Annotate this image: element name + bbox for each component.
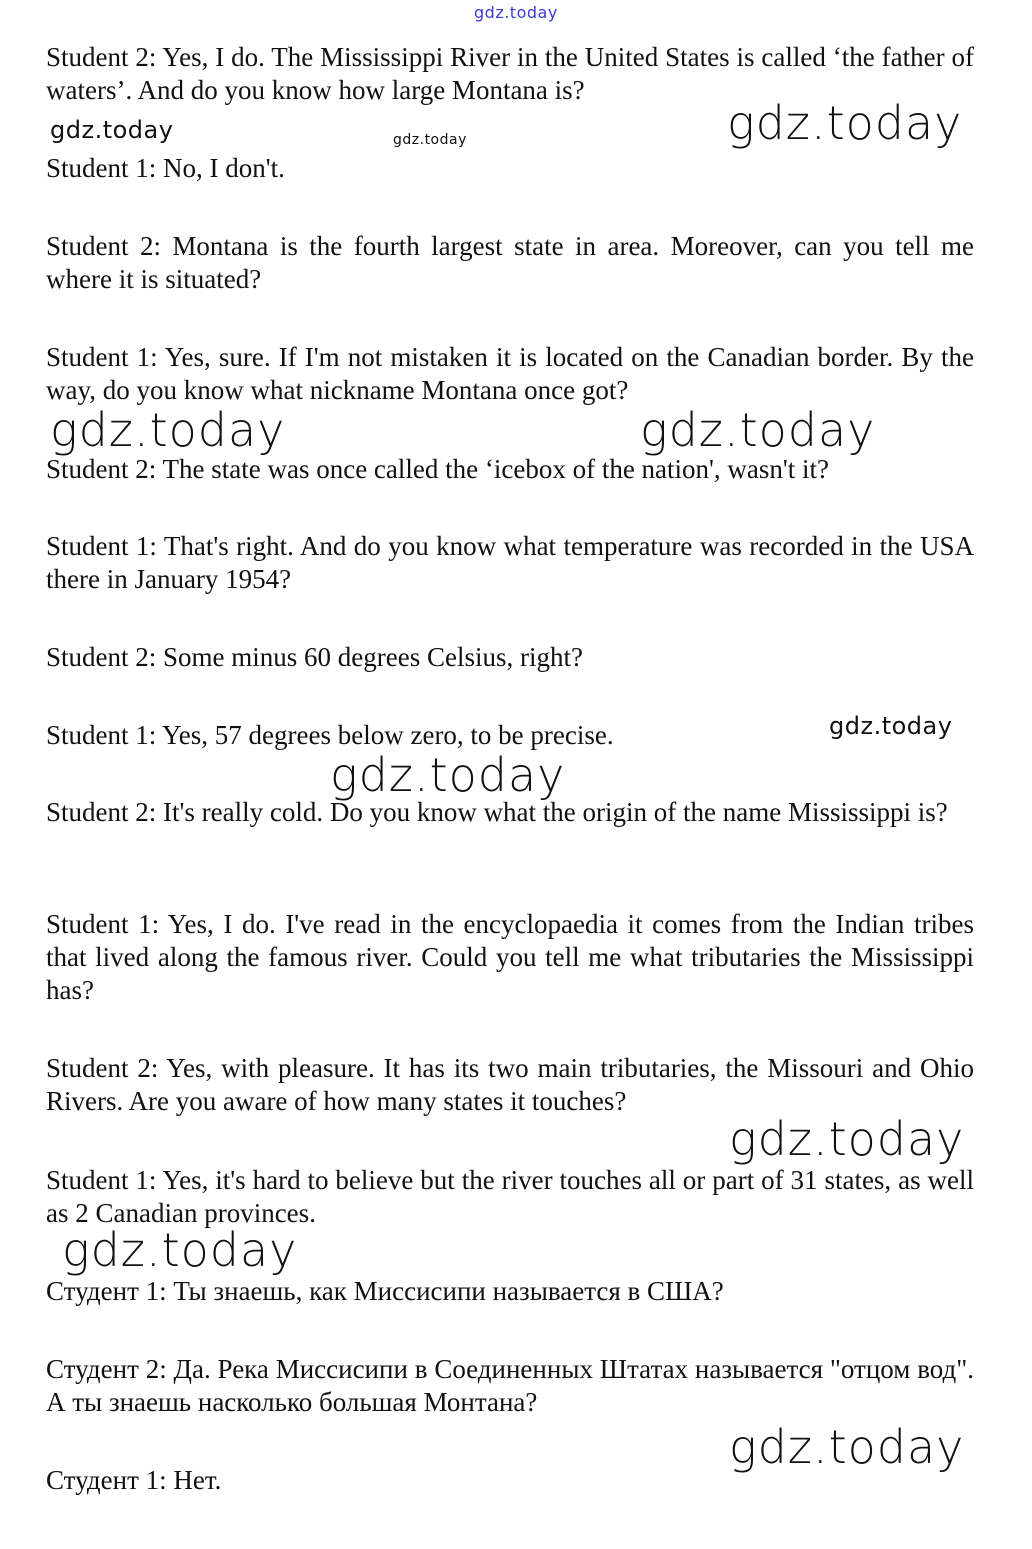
dialogue-paragraph: Student 1: Yes, I do. I've read in the encyclopaedia it comes from the Indian tribes that lived along the famous river. Could you tell me what tributaries the Mississippi has? <box>46 909 974 1005</box>
watermark: gdz.today <box>727 96 963 150</box>
dialogue-paragraph: Student 2: The state was once called the ‘icebox of the nation', wasn't it? <box>46 454 829 484</box>
watermark: gdz.today <box>330 748 566 802</box>
watermark: gdz.today <box>393 132 467 148</box>
dialogue-paragraph: Student 1: Yes, 57 degrees below zero, to be precise. <box>46 720 614 750</box>
dialogue-paragraph-ru: Студент 1: Ты знаешь, как Миссисипи называется в США? <box>46 1276 724 1306</box>
watermark: gdz.today <box>50 116 174 144</box>
watermark: gdz.today <box>829 712 953 740</box>
dialogue-paragraph: Student 2: Yes, I do. The Mississippi River in the United States is called ‘the father of waters’. And do you know how large Montana is? <box>46 42 974 105</box>
dialogue-paragraph: Student 1: Yes, sure. If I'm not mistaken it is located on the Canadian border. By the way, do you know what nickname Montana once got? <box>46 342 974 405</box>
dialogue-paragraph-ru: Студент 2: Да. Река Миссисипи в Соединенных Штатах называется "отцом вод". А ты знаешь насколько большая Монтана? <box>46 1354 974 1417</box>
dialogue-paragraph: Student 1: No, I don't. <box>46 153 285 183</box>
dialogue-paragraph: Student 1: That's right. And do you know what temperature was recorded in the USA there in January 1954? <box>46 531 974 594</box>
watermark: gdz.today <box>729 1112 965 1166</box>
watermark-top: gdz.today <box>474 3 558 22</box>
dialogue-paragraph: Student 2: It's really cold. Do you know what the origin of the name Mississippi is? <box>46 797 948 827</box>
dialogue-paragraph: Student 1: Yes, it's hard to believe but the river touches all or part of 31 states, as well as 2 Canadian provinces. <box>46 1165 974 1228</box>
dialogue-paragraph: Student 2: Some minus 60 degrees Celsius, right? <box>46 642 583 672</box>
dialogue-paragraph-ru: Студент 1: Нет. <box>46 1465 222 1495</box>
dialogue-paragraph: Student 2: Montana is the fourth largest state in area. Moreover, can you tell me where it is situated? <box>46 231 974 294</box>
watermark: gdz.today <box>640 403 876 457</box>
watermark: gdz.today <box>50 403 286 457</box>
dialogue-paragraph: Student 2: Yes, with pleasure. It has its two main tributaries, the Missouri and Ohio Rivers. Are you aware of how many states it touches? <box>46 1053 974 1116</box>
watermark: gdz.today <box>62 1223 298 1277</box>
watermark: gdz.today <box>729 1420 965 1474</box>
